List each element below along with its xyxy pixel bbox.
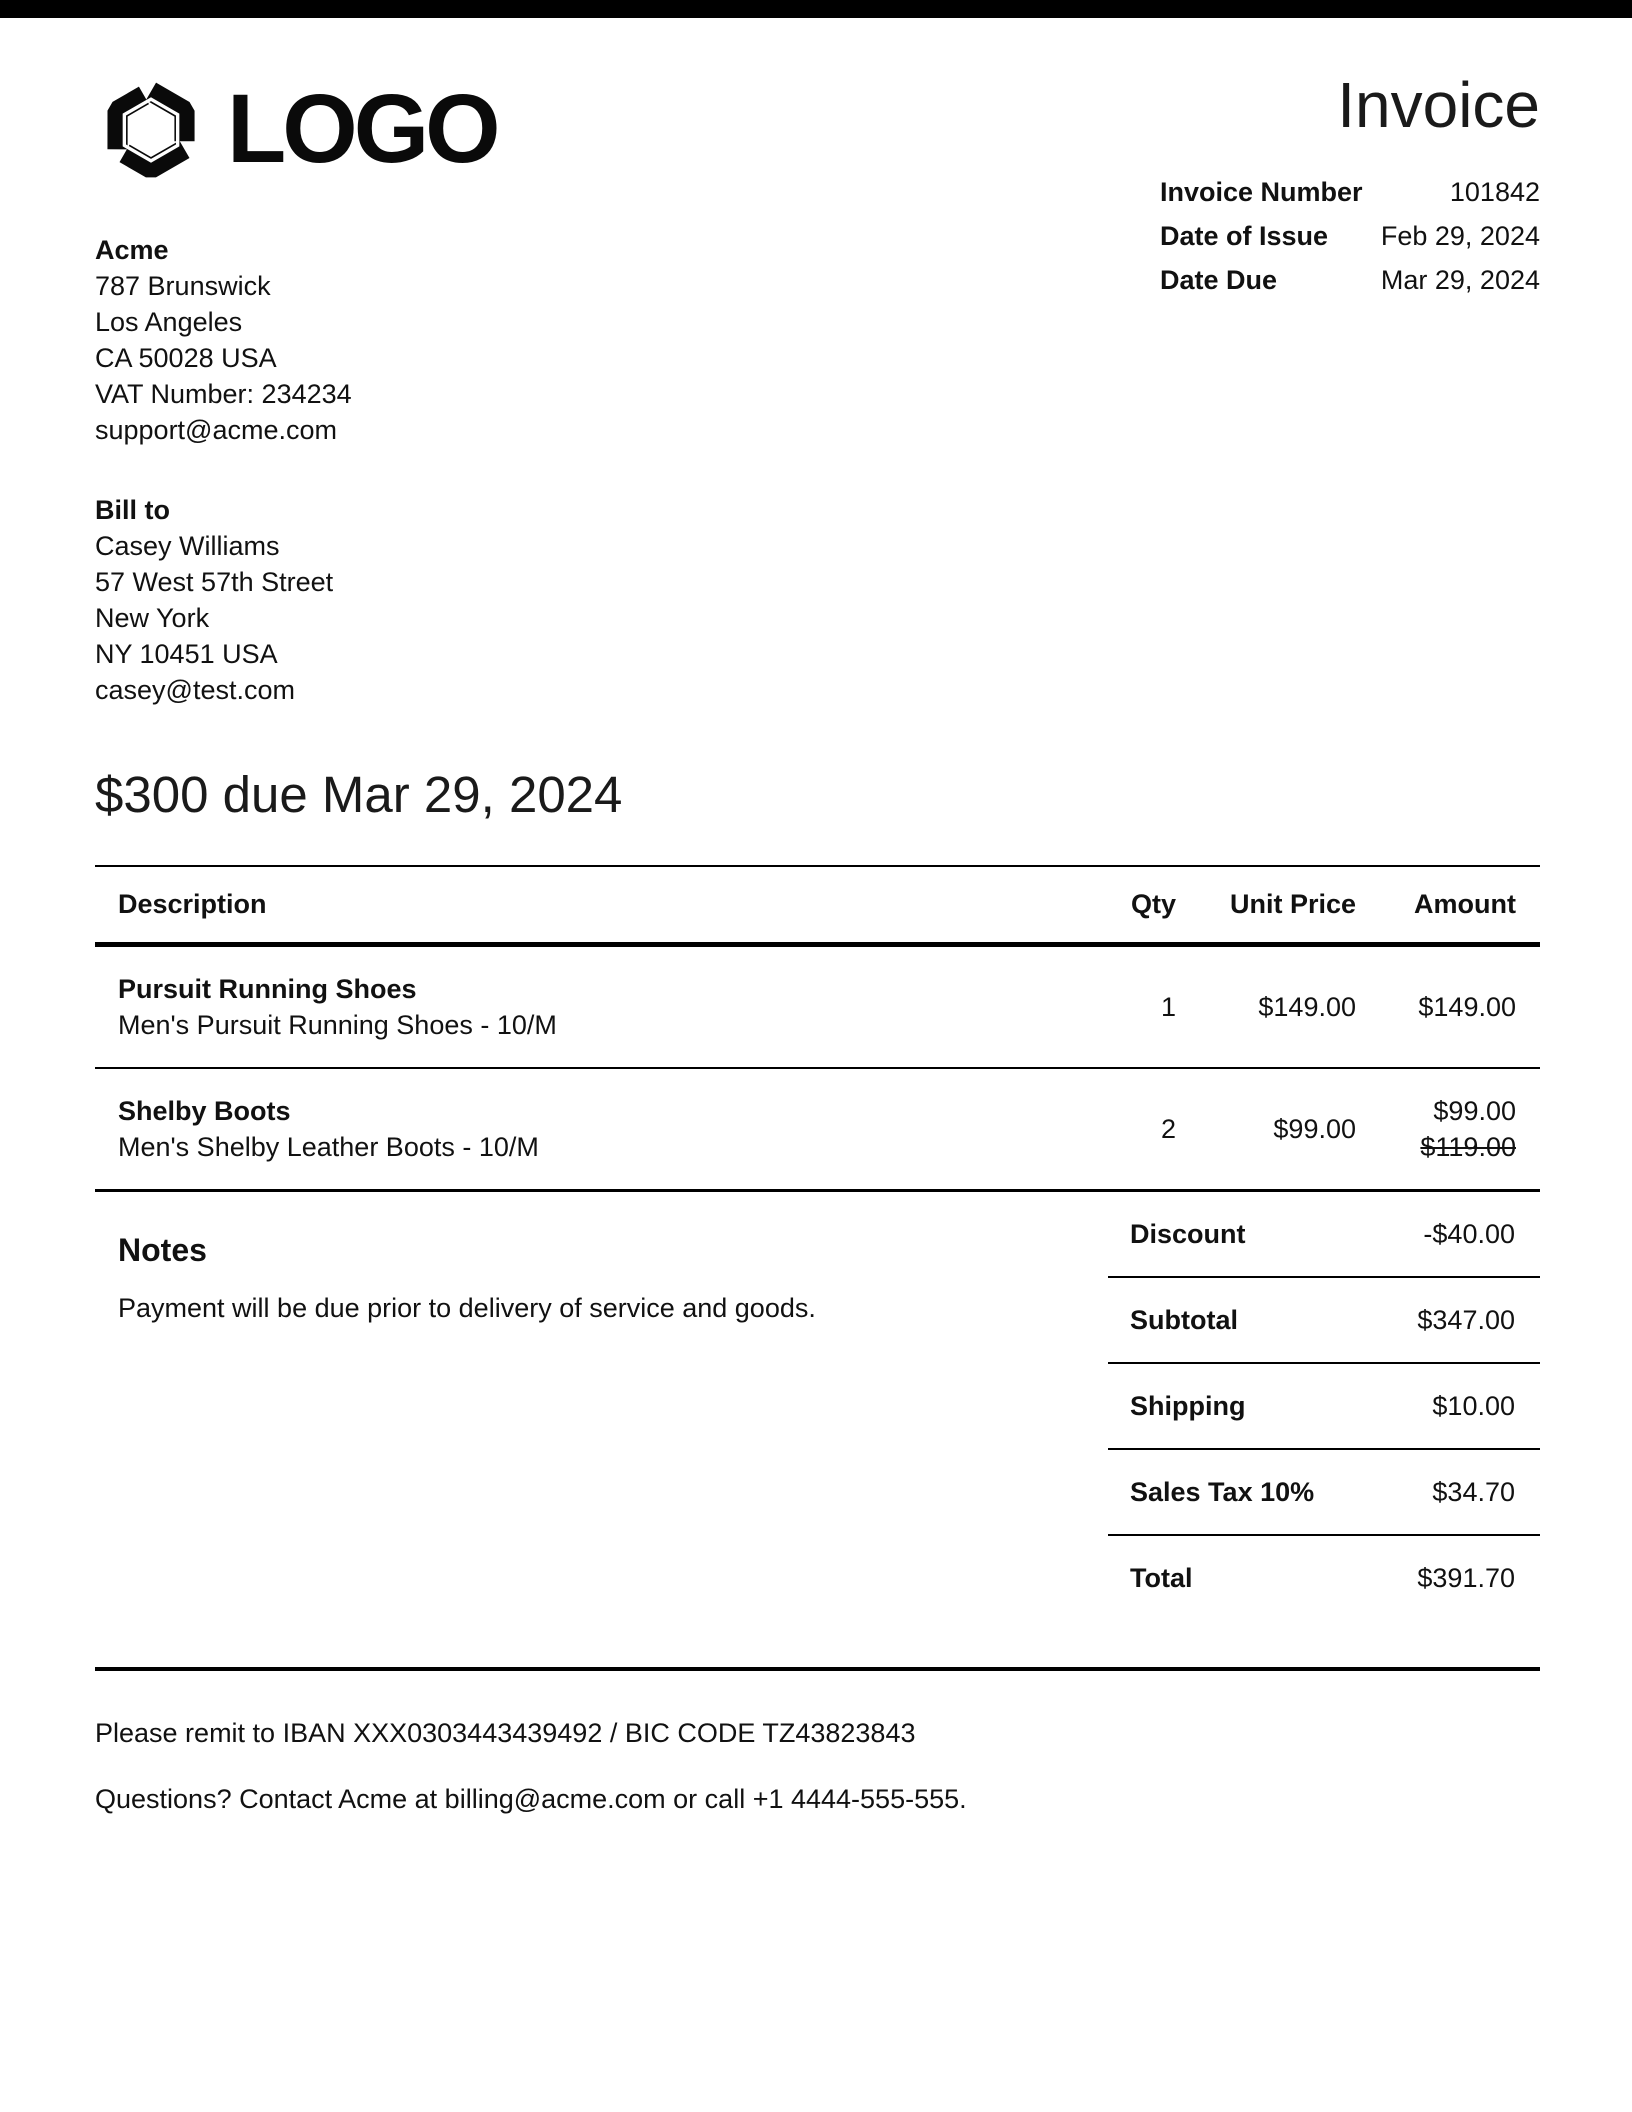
item-subtitle: Men's Pursuit Running Shoes - 10/M [118, 1010, 557, 1040]
sales-tax-value: $34.70 [1432, 1476, 1515, 1507]
date-due-row [1160, 258, 1540, 302]
table-row [95, 1069, 1540, 1192]
invoice-number-value: 101842 [1449, 177, 1540, 207]
date-due-label: Date Due [1160, 265, 1278, 295]
company-address-line: 787 Brunswick [95, 271, 271, 301]
company-address-line: Los Angeles [95, 307, 243, 337]
date-of-issue-row [1160, 214, 1540, 258]
top-black-bar [0, 0, 1632, 18]
company-vat-number: VAT Number: 234234 [95, 379, 352, 409]
shipping-label: Shipping [1130, 1390, 1246, 1421]
discount-label: Discount [1130, 1218, 1246, 1249]
contact-instructions: Questions? Contact Acme at billing@acme.com or call +1 4444-555-555. [95, 1784, 967, 1814]
date-due-value: Mar 29, 2024 [1380, 265, 1540, 295]
item-amount-cell [1380, 989, 1540, 1025]
total-label: Total [1130, 1562, 1193, 1593]
item-description-cell [95, 1093, 1110, 1165]
sales-tax-row [1108, 1450, 1540, 1536]
footer [95, 1715, 1540, 1817]
line-items-table [95, 865, 1540, 1192]
total-value: $391.70 [1417, 1562, 1515, 1593]
logo [95, 70, 1160, 190]
hexagon-logo-icon [95, 71, 207, 189]
totals-section [1108, 1192, 1540, 1620]
customer-email: casey@test.com [95, 675, 295, 705]
sales-tax-label: Sales Tax 10% [1130, 1476, 1315, 1507]
invoice-meta-column [1160, 70, 1540, 302]
subtotal-value: $347.00 [1417, 1304, 1515, 1335]
item-qty: 2 [1160, 1113, 1176, 1144]
shipping-value: $10.00 [1432, 1390, 1515, 1421]
notes-heading: Notes [118, 1232, 207, 1268]
bill-to-block [95, 492, 1160, 708]
table-header-row [95, 865, 1540, 947]
brand-column [95, 70, 1160, 708]
table-row [95, 947, 1540, 1069]
company-address-block [95, 232, 1160, 448]
item-name: Pursuit Running Shoes [118, 974, 417, 1004]
item-name: Shelby Boots [118, 1096, 291, 1126]
column-header-amount: Amount [1414, 889, 1516, 919]
column-header-description: Description [118, 889, 267, 919]
notes-text: Payment will be due prior to delivery of service and goods. [118, 1293, 816, 1323]
notes-section [95, 1192, 904, 1326]
item-unit-price: $99.00 [1273, 1113, 1356, 1144]
footer-divider [95, 1667, 1540, 1671]
invoice-meta-table [1160, 170, 1540, 302]
invoice-number-label: Invoice Number [1160, 177, 1363, 207]
logo-text: LOGO [227, 73, 497, 183]
document-title: Invoice [1337, 69, 1540, 141]
discount-value: -$40.00 [1423, 1218, 1515, 1249]
column-header-unit-price: Unit Price [1229, 889, 1356, 919]
subtotal-row [1108, 1278, 1540, 1364]
item-description-cell [95, 971, 1110, 1043]
notes-and-totals [95, 1192, 1540, 1620]
item-amount: $149.00 [1418, 992, 1516, 1022]
date-of-issue-label: Date of Issue [1160, 221, 1329, 251]
amount-due-heading: $300 due Mar 29, 2024 [95, 766, 623, 823]
invoice-number-row [1160, 170, 1540, 214]
date-of-issue-value: Feb 29, 2024 [1380, 221, 1540, 251]
item-amount-original-struck: $119.00 [1420, 1132, 1516, 1162]
item-amount: $99.00 [1433, 1096, 1516, 1126]
total-row [1108, 1536, 1540, 1620]
company-email: support@acme.com [95, 415, 337, 445]
item-unit-price: $149.00 [1258, 991, 1356, 1022]
shipping-row [1108, 1364, 1540, 1450]
company-name: Acme [95, 235, 169, 265]
column-header-qty: Qty [1130, 889, 1176, 919]
discount-row [1108, 1192, 1540, 1278]
customer-address-line: New York [95, 603, 210, 633]
item-qty: 1 [1160, 991, 1176, 1022]
header [95, 70, 1540, 708]
customer-address-line: NY 10451 USA [95, 639, 278, 669]
customer-address-line: 57 West 57th Street [95, 567, 334, 597]
remit-instructions: Please remit to IBAN XXX0303443439492 / BIC CODE TZ43823843 [95, 1718, 916, 1748]
company-address-line: CA 50028 USA [95, 343, 277, 373]
invoice-page [0, 18, 1632, 1817]
customer-name: Casey Williams [95, 531, 280, 561]
subtotal-label: Subtotal [1130, 1304, 1238, 1335]
item-amount-cell [1380, 1093, 1540, 1165]
bill-to-heading: Bill to [95, 495, 170, 525]
item-subtitle: Men's Shelby Leather Boots - 10/M [118, 1132, 539, 1162]
